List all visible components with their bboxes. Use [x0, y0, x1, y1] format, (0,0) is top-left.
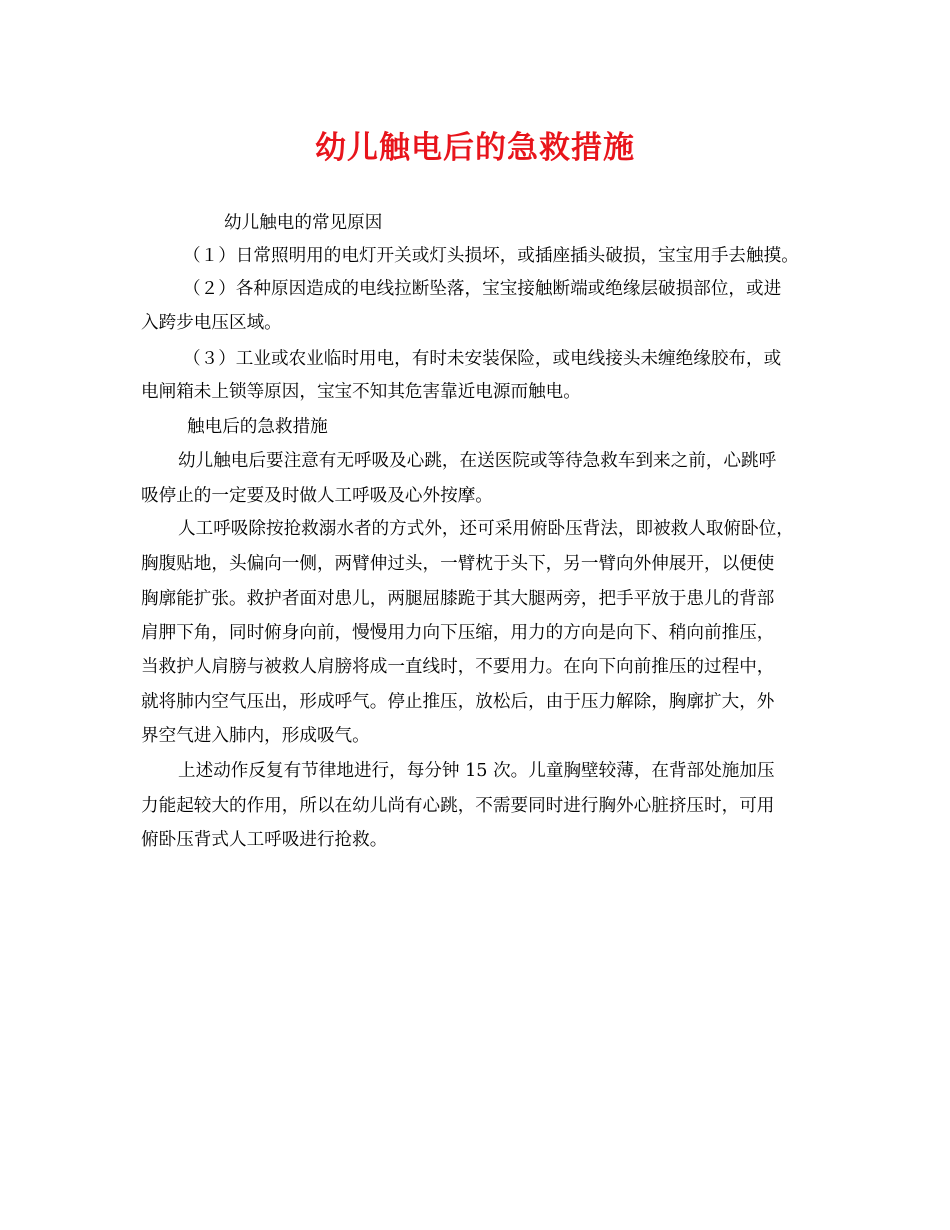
body-line: 幼儿触电后要注意有无呼吸及心跳，在送医院或等待急救车到来之前，心跳呼	[178, 451, 777, 471]
body-line: （３）工业或农业临时用电，有时未安装保险，或电线接头未缠绝缘胶布，或	[183, 349, 782, 369]
body-line: 力能起较大的作用，所以在幼儿尚有心跳，不需要同时进行胸外心脏挤压时，可用	[141, 796, 775, 816]
body-line: 就将肺内空气压出，形成呼气。停止推压，放松后，由于压力解除，胸廓扩大，外	[141, 692, 775, 712]
section-heading-first-aid: 触电后的急救措施	[187, 417, 328, 437]
body-line: 人工呼吸除按抢救溺水者的方式外，还可采用俯卧压背法，即被救人取俯卧位，	[178, 519, 794, 539]
body-line: 吸停止的一定要及时做人工呼吸及心外按摩。	[141, 486, 493, 506]
body-line: 俯卧压背式人工呼吸进行抢救。	[141, 830, 388, 850]
body-line: 当救护人肩膀与被救人肩膀将成一直线时，不要用力。在向下向前推压的过程中，	[141, 657, 775, 677]
body-line: 上述动作反复有节律地进行，每分钟 15 次。儿童胸壁较薄，在背部处施加压	[178, 761, 775, 781]
body-line: 电闸箱未上锁等原因，宝宝不知其危害靠近电源而触电。	[141, 382, 581, 402]
body-line: 界空气进入肺内，形成吸气。	[141, 726, 370, 746]
body-line: 胸腹贴地，头偏向一侧，两臂伸过头，一臂枕于头下，另一臂向外伸展开，以便使	[141, 554, 775, 574]
body-line: 胸廓能扩张。救护者面对患儿，两腿屈膝跪于其大腿两旁，把手平放于患儿的背部	[141, 589, 775, 609]
body-line: （２）各种原因造成的电线拉断坠落，宝宝接触断端或绝缘层破损部位，或进	[183, 279, 782, 299]
document-title: 幼儿触电后的急救措施	[315, 130, 635, 166]
body-line: 入跨步电压区域。	[141, 313, 282, 333]
body-line: （１）日常照明用的电灯开关或灯头损坏，或插座插头破损，宝宝用手去触摸。	[183, 246, 799, 266]
section-heading-causes: 幼儿触电的常见原因	[224, 213, 383, 233]
body-line: 肩胛下角，同时俯身向前，慢慢用力向下压缩，用力的方向是向下、稍向前推压，	[141, 623, 775, 643]
